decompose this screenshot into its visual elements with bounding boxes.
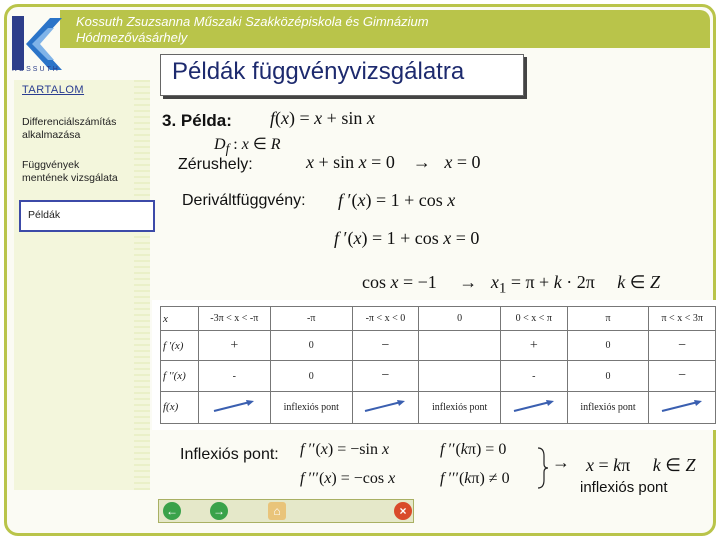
table-cell: − <box>649 361 716 391</box>
right-brace-icon <box>536 446 550 490</box>
table-header-cell: x <box>161 307 199 331</box>
third-derivative-at-kpi: f ′′′(kπ) ≠ 0 <box>440 470 510 487</box>
second-derivative-at-kpi: f ′′(kπ) = 0 <box>440 441 507 458</box>
third-derivative: f ′′′(x) = −cos x <box>300 470 396 487</box>
derivative-formula: f ′(x) = 1 + cos x <box>338 190 456 210</box>
increasing-arrow-icon <box>512 399 556 413</box>
inflection-label: Inflexiós pont: <box>180 446 279 463</box>
table-cell: inflexiós pont <box>419 391 501 423</box>
table-row <box>161 331 716 361</box>
table-row <box>161 361 716 391</box>
sidebar-item-label: Függvények <box>22 159 80 171</box>
table-header-cell: π <box>567 307 649 331</box>
zero-equation: x + sin x = 0 → x = 0 <box>306 152 481 172</box>
table-cell: inflexiós pont <box>270 391 352 423</box>
table-cell: inflexiós pont <box>567 391 649 423</box>
sign-table <box>160 306 716 424</box>
example-label: 3. Példa: <box>162 111 232 130</box>
increasing-arrow-icon <box>363 399 407 413</box>
table-header-cell: π < x < 3π <box>649 307 716 331</box>
logo-caption: KOSSUTH <box>12 66 60 73</box>
back-button[interactable]: ← <box>163 502 181 520</box>
derivative-label: Deriváltfüggvény: <box>182 192 306 209</box>
table-cell <box>501 391 568 423</box>
increasing-arrow-icon <box>212 399 256 413</box>
sidebar-item-label: alkalmazása <box>22 129 81 141</box>
sidebar-item-label: Differenciálszámítás <box>22 116 117 128</box>
table-cell: 0 <box>567 331 649 361</box>
second-derivative: f ′′(x) = −sin x <box>300 441 390 458</box>
sidebar-title[interactable]: TARTALOM <box>22 84 85 96</box>
home-button[interactable]: ⌂ <box>268 502 286 520</box>
function-definition: f(x) = x + sin x <box>270 108 375 128</box>
sidebar-item-fuggvenyek[interactable] <box>22 159 118 185</box>
table-row <box>161 391 716 423</box>
derivative-zero-equation: f ′(x) = 1 + cos x = 0 <box>334 228 480 248</box>
domain-definition: $D_f$ : x ∈ R <box>214 136 281 157</box>
table-cell: 0 <box>567 361 649 391</box>
table-cell: + <box>501 331 568 361</box>
table-cell <box>419 331 501 361</box>
inflection-result: inflexiós pont <box>580 479 668 496</box>
arrow-right-icon: → <box>552 452 570 472</box>
table-header-cell: 0 <box>419 307 501 331</box>
navigation-bar <box>158 499 414 523</box>
table-row-label: f(x) <box>161 391 199 423</box>
page-title: Példák függvényvizsgálatra <box>172 58 465 85</box>
table-cell: - <box>501 361 568 391</box>
table-row-label: f ′′(x) <box>161 361 199 391</box>
table-cell: - <box>198 361 270 391</box>
table-cell: 0 <box>270 331 352 361</box>
table-cell: − <box>352 331 419 361</box>
table-header-cell: -3π < x < -π <box>198 307 270 331</box>
close-button[interactable]: × <box>394 502 412 520</box>
table-header-cell: -π < x < 0 <box>352 307 419 331</box>
table-cell <box>198 391 270 423</box>
table-cell <box>419 361 501 391</box>
school-name-line2: Hódmezővásárhely <box>76 30 188 45</box>
sidebar-item-peldak[interactable] <box>28 209 60 222</box>
table-cell <box>649 391 716 423</box>
zero-label: Zérushely: <box>178 156 253 173</box>
table-row <box>161 307 716 331</box>
table-row-label: f ′(x) <box>161 331 199 361</box>
sidebar-item-label: mentének vizsgálata <box>22 172 118 184</box>
cos-solution: cos x = −1 → $x_1 = \pi + k \cdot 2\pi$ k ∈ Z <box>362 272 660 297</box>
forward-button[interactable]: → <box>210 502 228 520</box>
table-cell: − <box>352 361 419 391</box>
table-cell: 0 <box>270 361 352 391</box>
table-cell <box>352 391 419 423</box>
table-header-cell: -π <box>270 307 352 331</box>
school-name <box>76 14 429 46</box>
sidebar-item-differencial[interactable] <box>22 116 116 142</box>
sidebar-item-label: Példák <box>28 209 61 221</box>
increasing-arrow-icon <box>660 399 704 413</box>
table-header-cell: 0 < x < π <box>501 307 568 331</box>
table-cell: + <box>198 331 270 361</box>
inflection-solution: x = kπ k ∈ Z <box>586 455 696 475</box>
school-name-line1: Kossuth Zsuzsanna Műszaki Szakközépiskola és Gimnázium <box>76 14 429 29</box>
table-cell: − <box>649 331 716 361</box>
